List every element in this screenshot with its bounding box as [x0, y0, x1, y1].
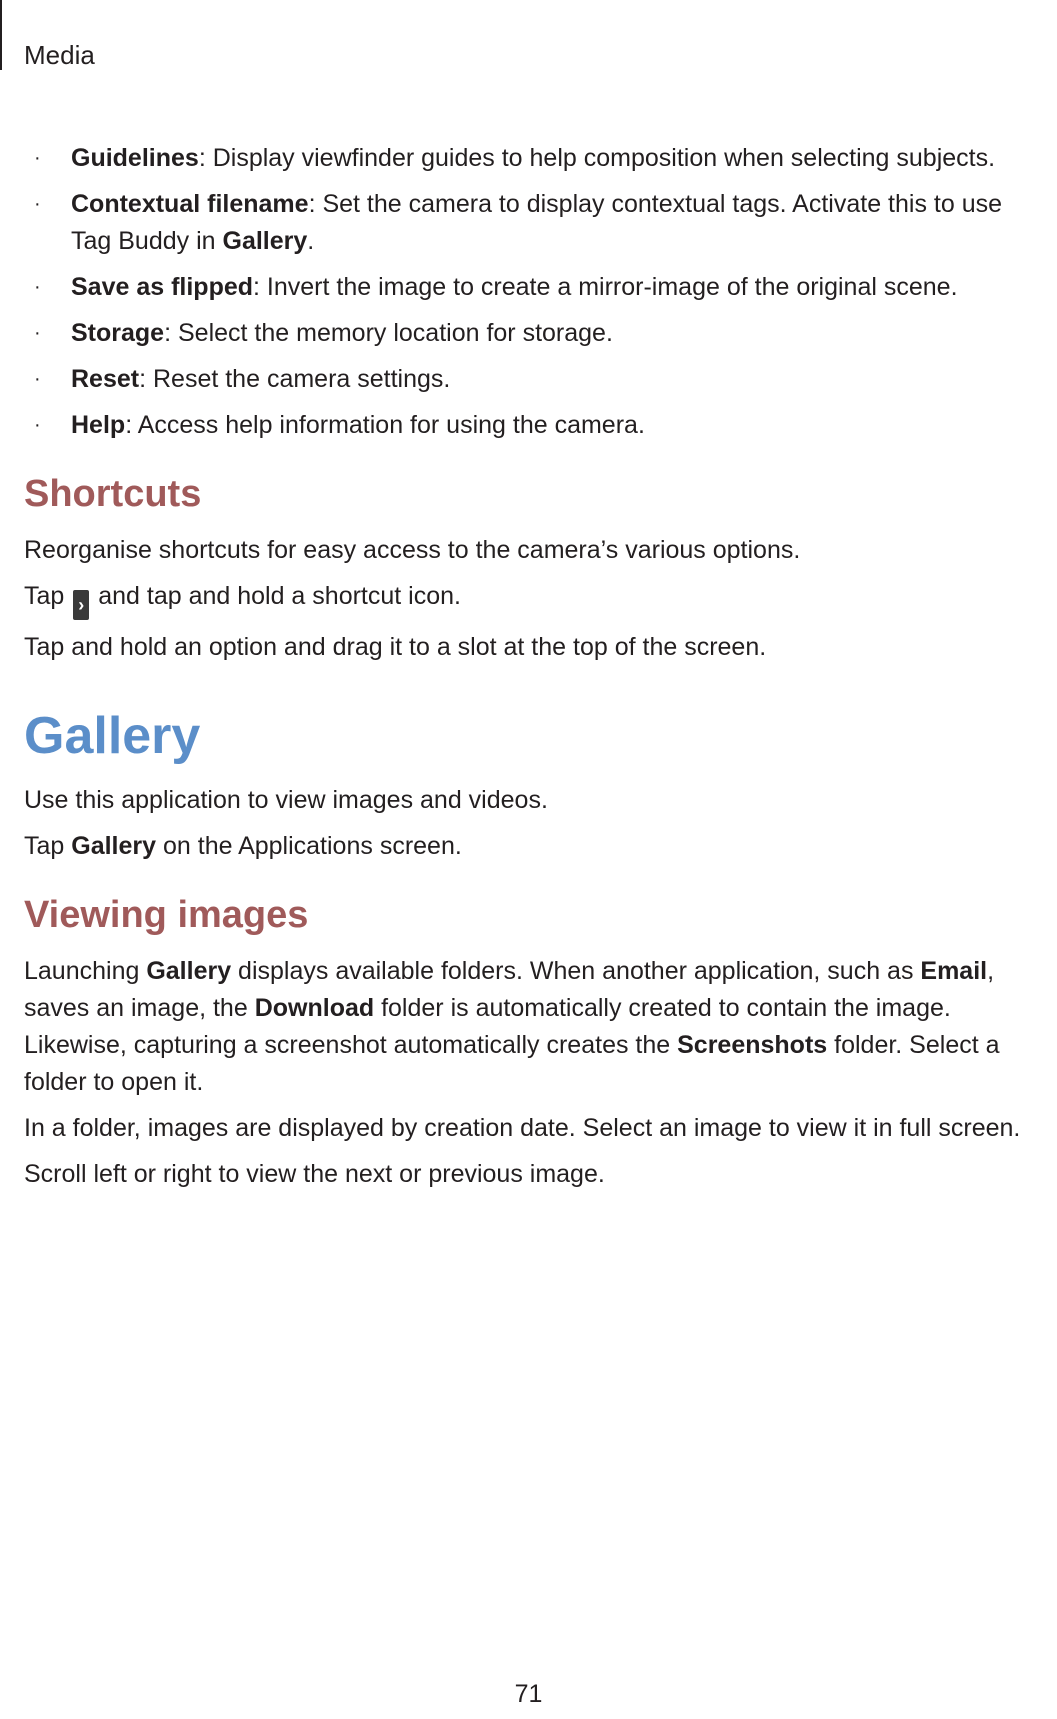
text-run: on the Applications screen. — [156, 832, 462, 860]
camera-options-list — [24, 140, 1044, 444]
option-term: Reset — [71, 365, 140, 393]
text-run: folder is automatically created to contain the image. Likewise, capturing a screenshot automatically creates the — [24, 994, 951, 1059]
bold-term: Gallery — [71, 832, 157, 860]
option-term: Guidelines — [71, 144, 199, 172]
text-run: , saves an image, the — [24, 957, 995, 1022]
bold-term: Email — [920, 957, 988, 985]
bullet-icon: · — [34, 368, 41, 390]
bullet-icon: · — [34, 147, 41, 169]
list-item-reset — [24, 361, 1044, 398]
gallery-paragraph-1: Use this application to view images and videos. — [24, 786, 548, 814]
option-desc: : Display viewfinder guides to help composition when selecting subjects. — [198, 144, 996, 172]
margin-rule — [0, 0, 2, 70]
gallery-heading: Gallery — [24, 707, 201, 765]
viewing-images-paragraph-1 — [24, 953, 1044, 1101]
shortcuts-paragraph-2 — [24, 578, 1044, 620]
list-item-storage — [24, 315, 1044, 352]
option-term: Contextual filename — [71, 190, 309, 218]
text-run: displays available folders. When another application, such as — [231, 957, 921, 985]
text-run: and tap and hold a shortcut icon. — [91, 582, 461, 610]
bold-term: Download — [254, 994, 375, 1022]
page-content — [24, 140, 1044, 1202]
option-desc: : Reset the camera settings. — [139, 365, 451, 393]
viewing-images-paragraph-3: Scroll left or right to view the next or previous image. — [24, 1160, 605, 1188]
text-run: Tap — [24, 832, 72, 860]
chevron-right-icon: › — [73, 590, 89, 620]
bullet-icon: · — [34, 322, 41, 344]
option-desc: : Select the memory location for storage. — [164, 319, 613, 347]
list-item-help — [24, 407, 1044, 444]
text-run: folder. Select a folder to open it. — [24, 1031, 1000, 1096]
option-desc: : Access help information for using the camera. — [125, 411, 645, 439]
bullet-icon: · — [34, 276, 41, 298]
bullet-icon: · — [34, 193, 41, 215]
shortcuts-paragraph-1: Reorganise shortcuts for easy access to the camera’s various options. — [24, 536, 801, 564]
running-head: Media — [24, 40, 95, 70]
bold-term: Gallery — [146, 957, 232, 985]
bold-term: Screenshots — [677, 1031, 828, 1059]
option-desc-end: . — [307, 227, 315, 255]
text-run: Tap — [24, 582, 72, 610]
page-number: 71 — [514, 1680, 543, 1708]
shortcuts-paragraph-3: Tap and hold an option and drag it to a slot at the top of the screen. — [24, 633, 767, 661]
list-item-contextual-filename — [24, 186, 1044, 260]
option-term-gallery: Gallery — [222, 227, 308, 255]
viewing-images-paragraph-2: In a folder, images are displayed by creation date. Select an image to view it in full screen. — [24, 1114, 1021, 1142]
option-desc: : Set the camera to display contextual tags. Activate this to use Tag Buddy in — [71, 190, 1002, 255]
shortcuts-heading: Shortcuts — [24, 473, 202, 515]
list-item-guidelines — [24, 140, 1044, 177]
viewing-images-heading: Viewing images — [24, 894, 309, 936]
bullet-icon: · — [34, 414, 41, 436]
option-term: Storage — [71, 319, 165, 347]
option-desc: : Invert the image to create a mirror-image of the original scene. — [253, 273, 958, 301]
text-run: Launching — [24, 957, 147, 985]
option-term: Help — [71, 411, 126, 439]
option-term: Save as flipped — [71, 273, 254, 301]
list-item-save-as-flipped — [24, 269, 1044, 306]
gallery-paragraph-2 — [24, 828, 1044, 865]
